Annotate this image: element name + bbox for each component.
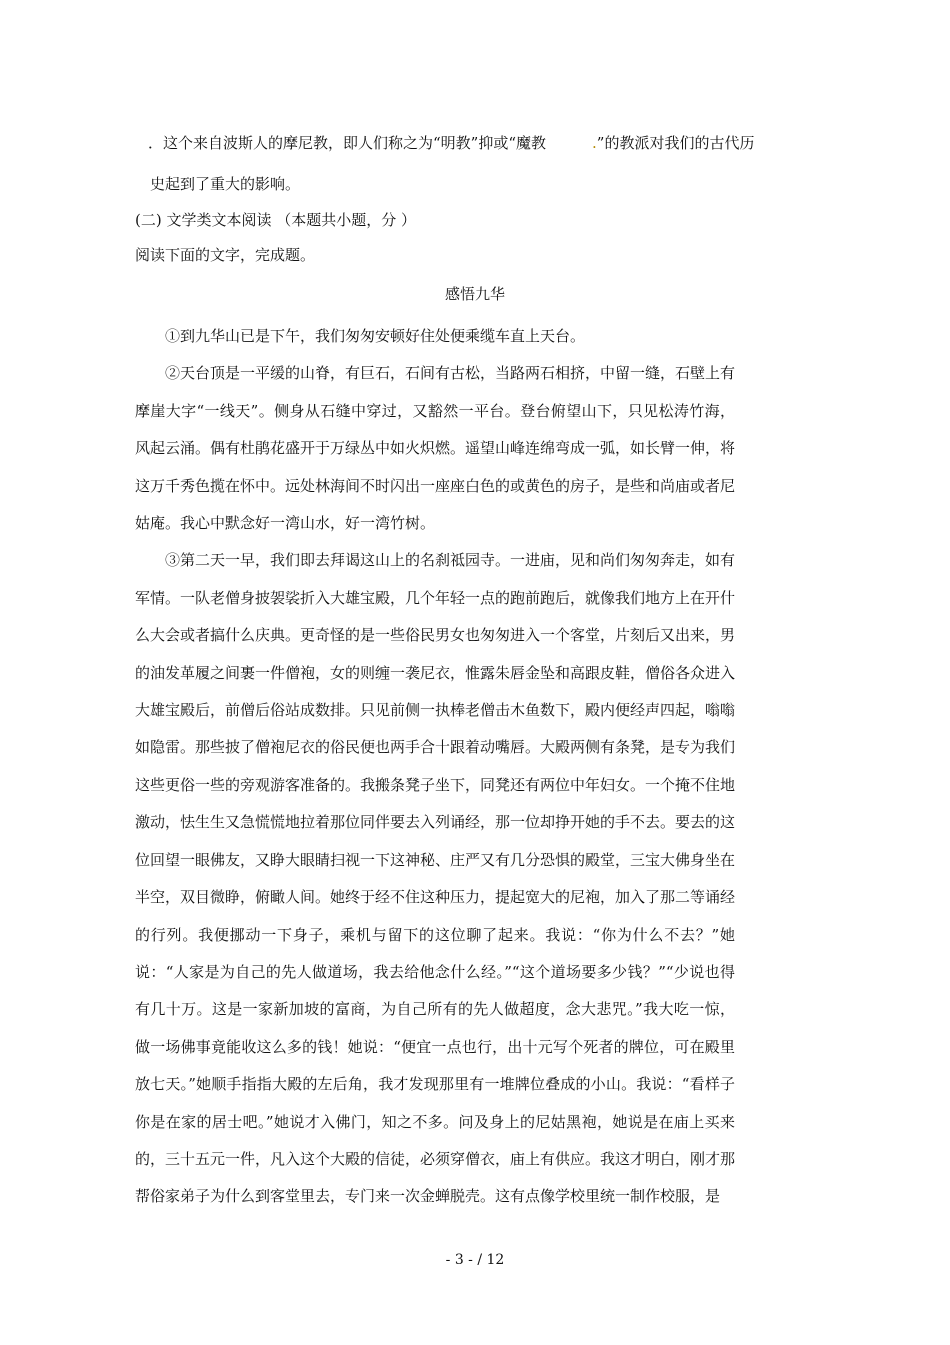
article-body [135,318,735,1216]
page-number: - 3 - / 12 [445,1252,505,1268]
paragraph-1: ①到九华山已是下午，我们匆匆安顿好住处便乘缆车直上天台。 [165,327,586,345]
paragraph-3: ③第二天一早，我们即去拜谒这山上的名刹祗园寺。一进庙，见和尚们匆匆奔走，如有军情。一队老僧身披袈裟折入大雄宝殿，几个年轻一点的跑前跑后，就像我们地方上在开什么大会或者搞什么庆典。更奇怪的是一些俗民男女也匆匆进入一个客堂，片刻后又出来，男的油发革履之间裹一件僧袍，女的则缠一袭尼衣，惟露朱唇金坠和高跟皮鞋，僧俗各众进入大雄宝殿后，前僧后俗站成数排。只见前侧一执棒老僧击木鱼数下，殿内便经声四起，嗡嗡如隐雷。那些披了僧袍尼衣的俗民便也两手合十跟着动嘴唇。大殿两侧有条凳，是专为我们这些更俗一些的旁观游客准备的。我搬条凳子坐下，同凳还有两位中年妇女。一个掩不住地激动，怯生生又急慌慌地拉着那位同伴要去入列诵经，那一位却挣开她的手不去。要去的这位回望一眼佛友，又睁大眼睛扫视一下这神秘、庄严又有几分恐惧的殿堂，三宝大佛身坐在半空，双目微睁，俯瞰人间。她终于经不住这种压力，提起宽大的尼袍，加入了那二等诵经的行列。我便挪动一下身子，乘机与留下的这位聊了起来。我说：“你为什么不去？”她说：“人家是为自己的先人做道场，我去给他念什么经。”“这个道场要多少钱？”“少说也得有几十万。这是一家新加坡的富商，为自己所有的先人做超度，念大悲咒。”我大吃一惊，做一场佛事竟能收这么多的钱！她说：“便宜一点也行，出十元写个死者的牌位，可在殿里放七天。”她顺手指指大殿的左后角，我才发现那里有一堆牌位叠成的小山。我说：“看样子你是在家的居士吧。”她说才入佛门，知之不多。问及身上的尼姑黑袍，她说是在庙上买来的，三十五元一件，凡入这个大殿的信徒，必须穿僧衣，庙上有供应。我这才明白，刚才那帮俗家弟子为什么到客堂里去，专门来一次金蝉脱壳。这有点像学校里统一制作校服，是 [135,551,736,1206]
text-line-continuation: 史起到了重大的影响。 [150,175,301,193]
section-heading: (二) 文学类文本阅读 （本题共小题，分 ） [135,211,417,229]
text-fragment: ．这个来自波斯人的摩尼教，即人们称之为“明教”抑或“魔教 [148,134,547,152]
text-fragment: ”的教派对我们的古代历 [596,134,755,152]
text-line-manichaeism [148,133,754,153]
article-title: 感悟九华 [444,285,505,303]
text-fragment-dot: . [592,134,597,152]
instruction-text: 阅读下面的文字，完成题。 [135,246,316,264]
paragraph-2: ②天台顶是一平缓的山脊，有巨石，石间有古松，当路两石相挤，中留一缝，石壁上有摩崖大字“一线天”。侧身从石缝中穿过，又豁然一平台。登台俯望山下，只见松涛竹海，风起云涌。偶有杜鹃花盛开于万绿丛中如火炽燃。遥望山峰连绵弯成一弧，如长臂一伸，将这万千秀色揽在怀中。远处林海间不时闪出一座座白色的或黄色的房子，是些和尚庙或者尼姑庵。我心中默念好一湾山水，好一湾竹树。 [135,364,736,533]
